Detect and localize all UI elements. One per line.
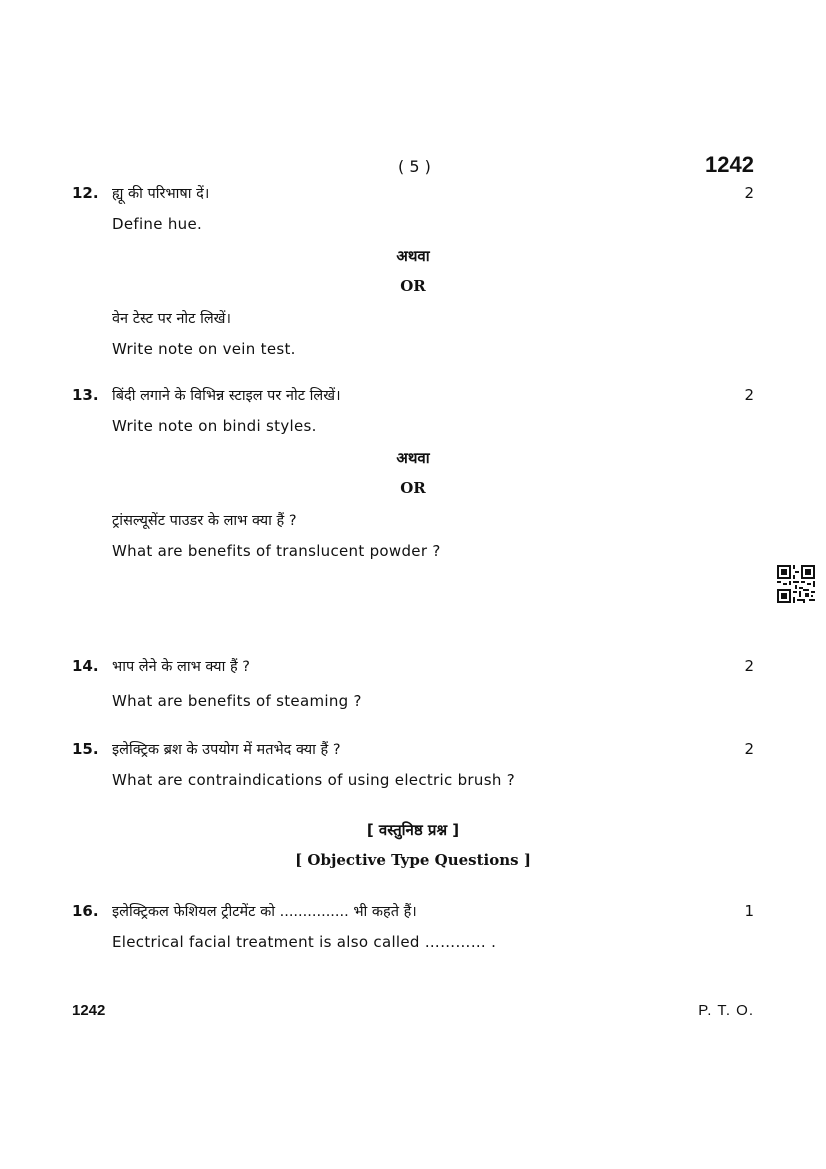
question-number: 15. bbox=[72, 740, 99, 758]
page-number: ( 5 ) bbox=[398, 157, 431, 176]
question-number: 16. bbox=[72, 902, 99, 920]
question-number: 14. bbox=[72, 657, 99, 675]
question-english: Define hue. bbox=[112, 215, 203, 233]
alternative-english: Write note on vein test. bbox=[112, 340, 296, 358]
or-hindi: अथवा bbox=[396, 449, 430, 467]
question-marks: 2 bbox=[744, 184, 754, 202]
question-number: 13. bbox=[72, 386, 99, 404]
qr-code-icon bbox=[777, 565, 815, 603]
question-hindi: बिंदी लगाने के विभिन्न स्टाइल पर नोट लिखें। bbox=[112, 388, 341, 404]
alternative-english: What are benefits of translucent powder ? bbox=[112, 542, 441, 560]
question-hindi: इलेक्ट्रिकल फेशियल ट्रीटमेंट को ............... भी कहते हैं। bbox=[112, 904, 417, 920]
question-hindi: ह्यू की परिभाषा दें। bbox=[112, 186, 210, 202]
question-marks: 2 bbox=[744, 386, 754, 404]
or-english: OR bbox=[400, 479, 426, 497]
question-hindi: इलेक्ट्रिक ब्रश के उपयोग में मतभेद क्या हैं ? bbox=[112, 742, 341, 758]
question-marks: 2 bbox=[744, 740, 754, 758]
alternative-hindi: ट्रांसल्यूसेंट पाउडर के लाभ क्या हैं ? bbox=[112, 513, 297, 529]
section-heading-english: [ Objective Type Questions ] bbox=[295, 851, 531, 869]
or-english: OR bbox=[400, 277, 426, 295]
question-english: What are benefits of steaming ? bbox=[112, 692, 362, 710]
question-hindi: भाप लेने के लाभ क्या हैं ? bbox=[112, 659, 250, 675]
question-number: 12. bbox=[72, 184, 99, 202]
section-heading-hindi: [ वस्तुनिष्ठ प्रश्न ] bbox=[366, 821, 460, 839]
question-marks: 1 bbox=[744, 902, 754, 920]
paper-code-header: 1242 bbox=[705, 152, 754, 177]
question-english: Electrical facial treatment is also called ………… . bbox=[112, 933, 497, 951]
question-marks: 2 bbox=[744, 657, 754, 675]
paper-code-footer: 1242 bbox=[72, 1002, 106, 1019]
or-hindi: अथवा bbox=[396, 247, 430, 265]
please-turn-over: P. T. O. bbox=[698, 1002, 754, 1019]
alternative-hindi: वेन टेस्ट पर नोट लिखें। bbox=[112, 311, 232, 327]
question-english: Write note on bindi styles. bbox=[112, 417, 317, 435]
question-english: What are contraindications of using electric brush ? bbox=[112, 771, 515, 789]
